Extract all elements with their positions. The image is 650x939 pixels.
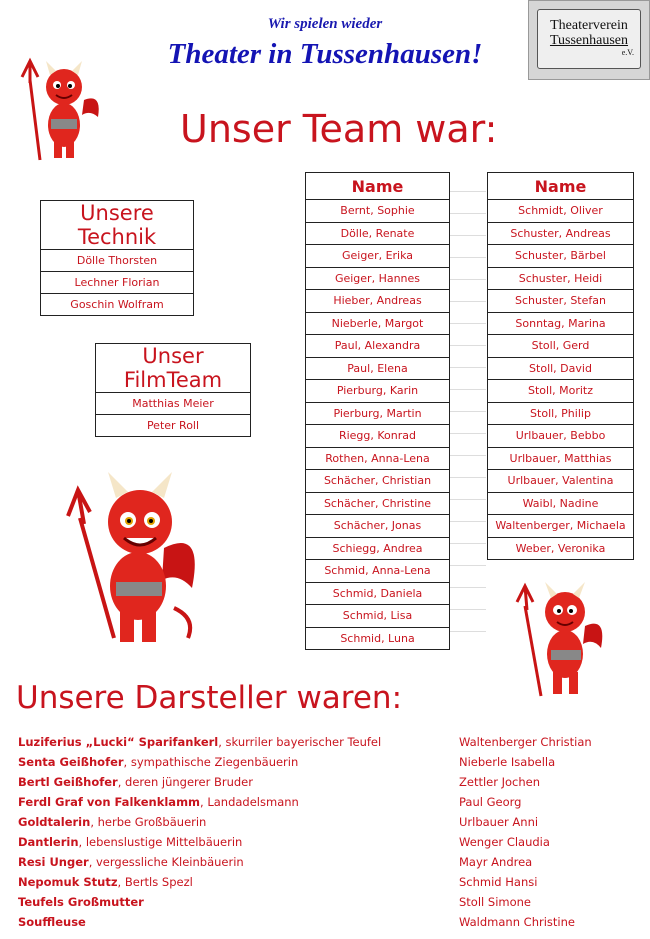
name-cell: Schmid, Lisa xyxy=(306,605,450,628)
cast-role: Nepomuk Stutz xyxy=(18,875,118,889)
filmteam-table xyxy=(95,343,251,437)
name-cell: Paul, Elena xyxy=(306,357,450,380)
name-cell: Weber, Veronika xyxy=(488,537,634,560)
header-subtitle: Wir spielen wieder xyxy=(267,16,383,32)
cast-entry xyxy=(18,832,381,852)
actor-name: Nieberle Isabella xyxy=(459,755,556,769)
name-cell: Pierburg, Karin xyxy=(306,380,450,403)
name-cell: Hieber, Andreas xyxy=(306,290,450,313)
names-right-header: Name xyxy=(488,173,634,200)
name-cell: Schuster, Stefan xyxy=(488,290,634,313)
cast-list xyxy=(18,732,381,932)
team-title: Unser Team war: xyxy=(180,107,498,151)
name-cell: Paul, Alexandra xyxy=(306,335,450,358)
name-cell: Urlbauer, Matthias xyxy=(488,447,634,470)
name-cell: Schmid, Luna xyxy=(306,627,450,650)
filmteam-member: Peter Roll xyxy=(96,415,251,437)
name-cell: Geiger, Hannes xyxy=(306,267,450,290)
actor-name: Stoll Simone xyxy=(459,895,531,909)
actor-name: Schmid Hansi xyxy=(459,875,538,889)
cast-entry xyxy=(18,732,381,752)
cast-role: Teufels Großmutter xyxy=(18,895,144,909)
cast-entry xyxy=(18,792,381,812)
cast-description: , vergessliche Kleinbäuerin xyxy=(88,855,244,869)
name-cell: Pierburg, Martin xyxy=(306,402,450,425)
actor-name: Waltenberger Christian xyxy=(459,735,592,749)
cast-role: Souffleuse xyxy=(18,915,86,929)
name-cell: Urlbauer, Bebbo xyxy=(488,425,634,448)
cast-description: , lebenslustige Mittelbäuerin xyxy=(78,835,243,849)
filmteam-member: Matthias Meier xyxy=(96,393,251,415)
technik-member: Dölle Thorsten xyxy=(41,250,194,272)
name-cell: Schmid, Daniela xyxy=(306,582,450,605)
name-cell: Geiger, Erika xyxy=(306,245,450,268)
technik-member: Goschin Wolfram xyxy=(41,294,194,316)
name-cell: Rothen, Anna-Lena xyxy=(306,447,450,470)
name-cell: Schuster, Andreas xyxy=(488,222,634,245)
name-cell: Riegg, Konrad xyxy=(306,425,450,448)
cast-description: , Bertls Spezl xyxy=(117,875,193,889)
cast-role: Luziferius „Lucki“ Sparifankerl xyxy=(18,735,219,749)
name-cell: Dölle, Renate xyxy=(306,222,450,245)
name-cell: Schmidt, Oliver xyxy=(488,200,634,223)
name-cell: Schächer, Christian xyxy=(306,470,450,493)
name-cell: Schächer, Jonas xyxy=(306,515,450,538)
cast-description: , skurriler bayerischer Teufel xyxy=(218,735,382,749)
cast-role: Goldtalerin xyxy=(18,815,91,829)
devil-icon-bottom-right xyxy=(515,576,610,701)
cast-title: Unsere Darsteller waren: xyxy=(16,680,403,716)
actor-name: Wenger Claudia xyxy=(459,835,550,849)
logo-scroll xyxy=(537,9,641,69)
logo-line1: Theaterverein xyxy=(550,18,628,33)
cast-role: Ferdl Graf von Falkenklamm xyxy=(18,795,201,809)
names-right-table xyxy=(487,172,634,560)
technik-member: Lechner Florian xyxy=(41,272,194,294)
name-cell: Schuster, Bärbel xyxy=(488,245,634,268)
cast-description: , herbe Großbäuerin xyxy=(90,815,207,829)
name-cell: Bernt, Sophie xyxy=(306,200,450,223)
cast-role: Senta Geißhofer xyxy=(18,755,124,769)
technik-table xyxy=(40,200,194,316)
cast-description: , deren jüngerer Bruder xyxy=(117,775,253,789)
cast-entry xyxy=(18,772,381,792)
technik-title: Unsere Technik xyxy=(41,201,194,250)
name-cell: Schmid, Anna-Lena xyxy=(306,560,450,583)
name-cell: Waltenberger, Michaela xyxy=(488,515,634,538)
name-cell: Nieberle, Margot xyxy=(306,312,450,335)
names-left-header: Name xyxy=(306,173,450,200)
actor-name: Mayr Andrea xyxy=(459,855,533,869)
cast-entry xyxy=(18,892,381,912)
name-cell: Schächer, Christine xyxy=(306,492,450,515)
actor-name: Waldmann Christine xyxy=(459,915,575,929)
cast-role: Dantlerin xyxy=(18,835,79,849)
logo-ev: e.V. xyxy=(621,48,634,57)
name-cell: Stoll, Moritz xyxy=(488,380,634,403)
actor-name: Zettler Jochen xyxy=(459,775,541,789)
name-cell: Waibl, Nadine xyxy=(488,492,634,515)
actor-name: Urlbauer Anni xyxy=(459,815,539,829)
cast-description: , sympathische Ziegenbäuerin xyxy=(123,755,299,769)
cast-entry xyxy=(18,812,381,832)
cast-role: Resi Unger xyxy=(18,855,89,869)
grid-spacer xyxy=(450,170,486,640)
name-cell: Stoll, David xyxy=(488,357,634,380)
name-cell: Stoll, Gerd xyxy=(488,335,634,358)
theater-logo xyxy=(528,0,650,80)
name-cell: Stoll, Philip xyxy=(488,402,634,425)
cast-role: Bertl Geißhofer xyxy=(18,775,118,789)
devil-icon-top-left xyxy=(18,55,104,165)
name-cell: Urlbauer, Valentina xyxy=(488,470,634,493)
name-cell: Schiegg, Andrea xyxy=(306,537,450,560)
actor-list xyxy=(459,732,592,932)
cast-description: , Landadelsmann xyxy=(200,795,299,809)
header-title: Theater in Tussenhausen! xyxy=(167,38,483,70)
logo-line2: Tussenhausen xyxy=(549,33,629,48)
cast-entry xyxy=(18,872,381,892)
cast-entry xyxy=(18,912,381,932)
cast-entry xyxy=(18,852,381,872)
actor-name: Paul Georg xyxy=(459,795,522,809)
name-cell: Sonntag, Marina xyxy=(488,312,634,335)
name-cell: Schuster, Heidi xyxy=(488,267,634,290)
devil-icon-middle-left xyxy=(64,468,204,648)
filmteam-title: Unser FilmTeam xyxy=(96,344,251,393)
names-left-table xyxy=(305,172,450,650)
cast-entry xyxy=(18,752,381,772)
